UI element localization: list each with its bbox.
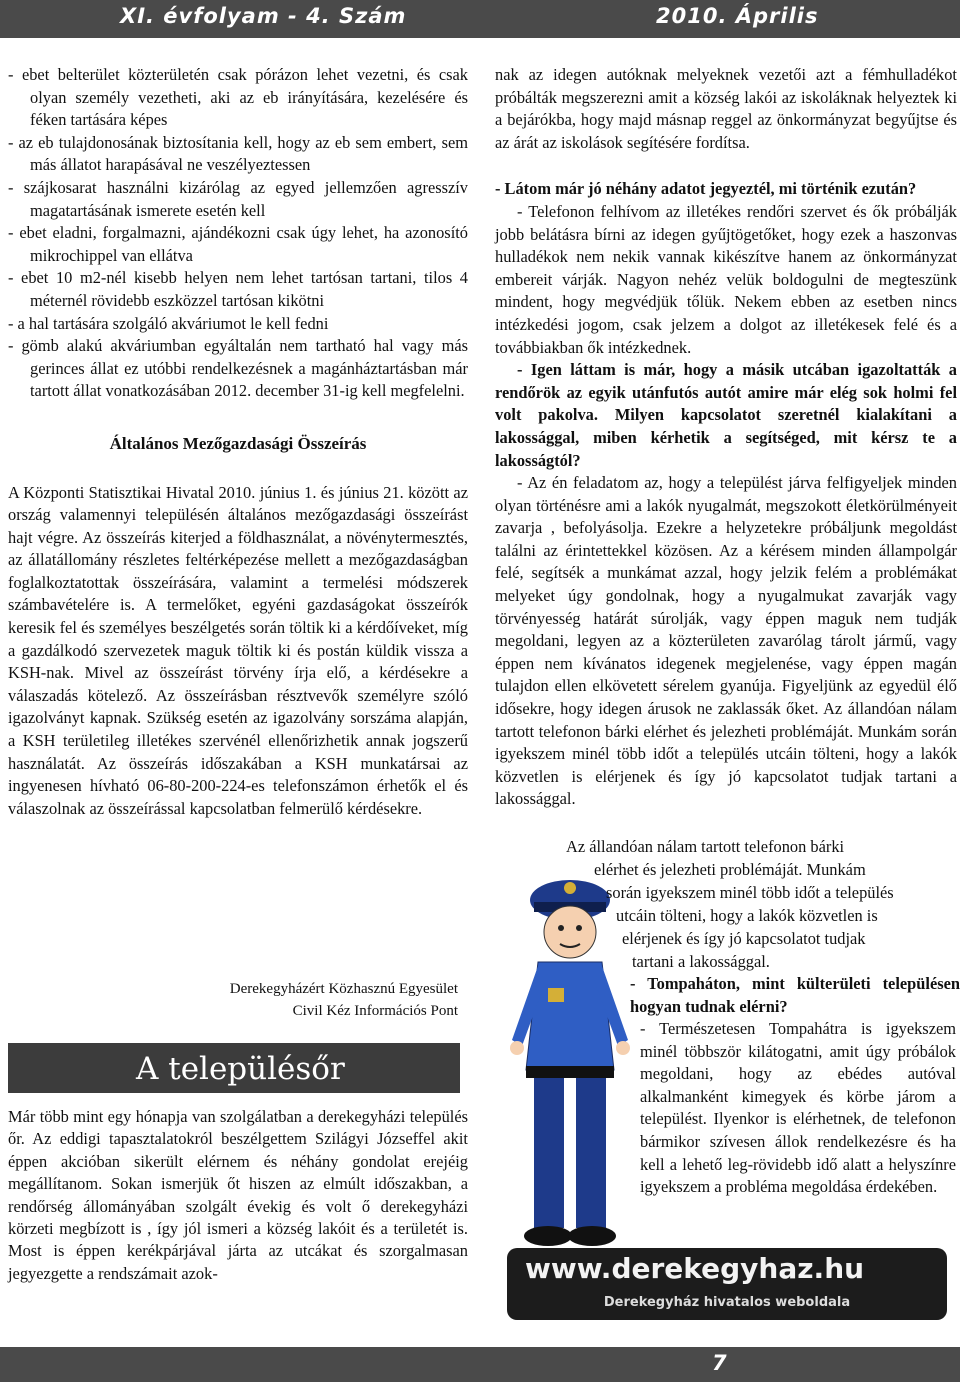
interview-answer: - Természetesen Tompahátra is igyekszem minél többször kilátogatni, amit úgy próbálok megoldani, hogy az ebédes autóval alkalmanként kimegyek és körbe járom a települést. Ilyenkor is elérhetnek, de telefonon bármikor szívesen állok rendelkezésre és ha kell a lehető leg-rövidebb idő alatt a helyszínre igyekszem a probléma megoldása érdekében. <box>640 1019 956 1197</box>
interview-answer-cont: Az állandóan nálam tartott telefonon bárki <box>566 837 845 856</box>
interview-question: - Látom már jó néhány adatot jegyeztél, mi történik ezután? <box>495 179 917 199</box>
paragraph: nak az idegen autóknak melyeknek vezetői azt a fémhulladékot próbálták megszerezni amit a község lakói az iskoláknak helyeztek ki a bejárókba, hogy majd másnap reggel az önkormányzat begyűjtse és az árát az iskolások segítésére fordítsa. <box>495 65 957 152</box>
interview-answer-cont: utcáin tölteni, hogy a lakók közvetlen is <box>616 906 878 925</box>
interview-answer-cont: során igyekszem minél több időt a település <box>606 883 894 902</box>
website-url[interactable]: www.derekegyhaz.hu <box>525 1252 865 1285</box>
interview-answer-cont: elérjenek és így jó kapcsolatot tudjak <box>622 929 866 948</box>
interview-answer-cont: elérhet és jelezheti problémáját. Munkám <box>594 860 866 879</box>
footer-bar <box>0 1347 960 1382</box>
rule-item: - ebet belterület közterületén csak pórázon lehet vezetni, és csak olyan személy vezetheti, aki az eb irányítására, kezelésére és féken tartására képes <box>8 65 468 130</box>
page-number: 7 <box>712 1351 727 1375</box>
signature-line-1: Derekegyházért Közhasznú Egyesület <box>229 981 458 997</box>
interview-answer-cont: tartani a lakossággal. <box>632 952 770 971</box>
rule-item: - a hal tartására szolgáló akváriumot le kell fedni <box>8 313 329 333</box>
left-column <box>8 64 468 820</box>
signature-line-2: Civil Kéz Információs Pont <box>292 1003 458 1019</box>
article-heading-bar <box>8 1043 460 1093</box>
interview-answer: - Az én feladatom az, hogy a települést járva felfigyeljek minden olyan történésre ami a lakók nyugalmát, megszokott életkörülményeit zavarja , befolyásolja. Ezekre a helyzetekre próbáljunk megoldást találni az érintettekkel közösen. Az a kérésem minden állampolgár felé, segítsék a munkámat azzal, hogy jelzik felém a problémákat melyeket úgy gondolnak, hogy a nyugalmukat zavarják vagy törvényesség határát súrolják, vagy éppen maguk nem tudják megoldani, legyen az a közterületen zavarólag tárolt jármű, vagy éppen nem kívánatos idegenek megjelenése, vagy éppen magán tulajdon ellen elkövetett sérelem gyanúja. Figyeljünk az egyedül élő idősekre, hogy idegen árusok ne zaklassák őket. Az állandóan nálam tartott telefonon bárki elérhet és jelezheti problémáját. Munkám során igyekszem minél több időt a település utcáin tölteni, hogy a lakók közvetlen is elérjenek és így jó kapcsolatot tudjak tartani a lakossággal. <box>495 473 957 809</box>
date-label: 2010. Április <box>656 4 819 28</box>
signature <box>190 978 458 1022</box>
issue-label: XI. évfolyam - 4. Szám <box>120 4 407 28</box>
rule-item: - szájkosarat használni kizárólag az egyed jellemzően agresszív magatartásának ismerete esetén kell <box>8 177 468 220</box>
right-column <box>495 64 957 809</box>
interview-question: - Tompaháton, mint külterületi településen hogyan tudnak elérni? <box>630 974 960 1016</box>
article-heading: A településőr <box>136 1051 345 1087</box>
header-bar <box>0 0 960 38</box>
interview-question: - Igen láttam is már, hogy a másik utcában igazoltatták a rendőrök az egyik utánfutós autót amire már elég sok holmi fel volt pakolva. Milyen kapcsolatot szeretnél kialakítani a lakossággal, miben kérhetik a segítséged, mit kérsz te a lakosságtól? <box>495 360 957 470</box>
census-title: Általános Mezőgazdasági Összeírás <box>109 433 367 453</box>
website-banner[interactable] <box>507 1248 947 1320</box>
rule-item: - gömb alakú akváriumban egyáltalán nem tartható hal vagy más gerinces állat ez utóbbi rendelkezésnek a magánháztartásban már tartott állat vonatkozásában 2012. december 31-ig kell megfelelni. <box>8 336 468 401</box>
website-subtitle: Derekegyház hivatalos weboldala <box>603 1295 851 1310</box>
rule-item: - ebet eladni, forgalmazni, ajándékozni csak úgy lehet, ha azonosító mikrochippel van ellátva <box>8 223 468 265</box>
rule-item: - ebet 10 m2-nél kisebb helyen nem lehet tartósan tartani, tilos 4 méternél rövidebb eszközzel tartósan kikötni <box>8 268 468 310</box>
census-text: A Központi Statisztikai Hivatal 2010. június 1. és június 21. között az ország valamennyi településén általános mezőgazdasági összeírást hajt végre. Az összeírás kiterjed a földhasználat, a növénytermesztés, az állatállomány részletes feltérképezése mellett a mezőgazdaságban foglalkoztatottak összeírására, valamint a termelési módszerek számbavételére is. A termelőket, egyéni gazdaságokat összeírók keresik fel és személyes beszélgetés során töltik ki a kérdőíveket, míg a gazdálkodó szervezetek maguk töltik ki és postán küldik vissza a KSH-nak. Mivel az összeírást törvény írja elő, a kérdésekre a válaszadás kötelező. Az összeírásban résztvevők személyre szóló igazolványt kapnak. Szükség esetén az igazolvány sorszáma alapján, a KSH területileg illetékes szervénél ellenőrizhetik annak jogszerű használatát. Az összeírás időszakában a KSH munkatársai az ingyenesen hívható 06-80-200-224-es telefonszámon érhetők el és válaszolnak az összeírással kapcsolatban felmerülő kérdésekre. <box>8 482 468 818</box>
interview-answer: - Telefonon felhívom az illetékes rendőri szervet és ők próbálják jobb belátásra bírni az idegen gyűjtögetőket, hogy ezek a haszonvas hulladékok nem nekik vannak kikészítve hanem az önkormányzat embereit várják. Nagyon nehéz velük boldogulni de megteszünk mindent, hogy megvédjük tőlük. Nekem ebben az esetben nincs intézkedési jogom, csak jelzem a dolgot az illetékesek felé és a továbbiakban ők intézkednek. <box>495 201 957 357</box>
rule-item: - az eb tulajdonosának biztosítania kell, hogy az eb sem embert, sem más állatot harapásával ne veszélyeztessen <box>8 132 468 175</box>
article-intro: Már több mint egy hónapja van szolgálatban a derekegyházi település őr. Az eddigi tapasztalatokról beszélgettem Szilágyi Józseffel akit éppen akcióban sikerült elérnem és néhány gondolat erejéig megállítanom. Sokan ismerjük őt hiszen az elmúlt időszakban, a rendőrség állományában szolgált évekig és volt ő derekegyházi körzeti megbízott is , így jól ismeri a község lakóit és a területét is. Most is éppen kerékpárjával járta az utcákat és szorgalmasan jegyezgette a rendszámait azok- <box>8 1107 468 1283</box>
